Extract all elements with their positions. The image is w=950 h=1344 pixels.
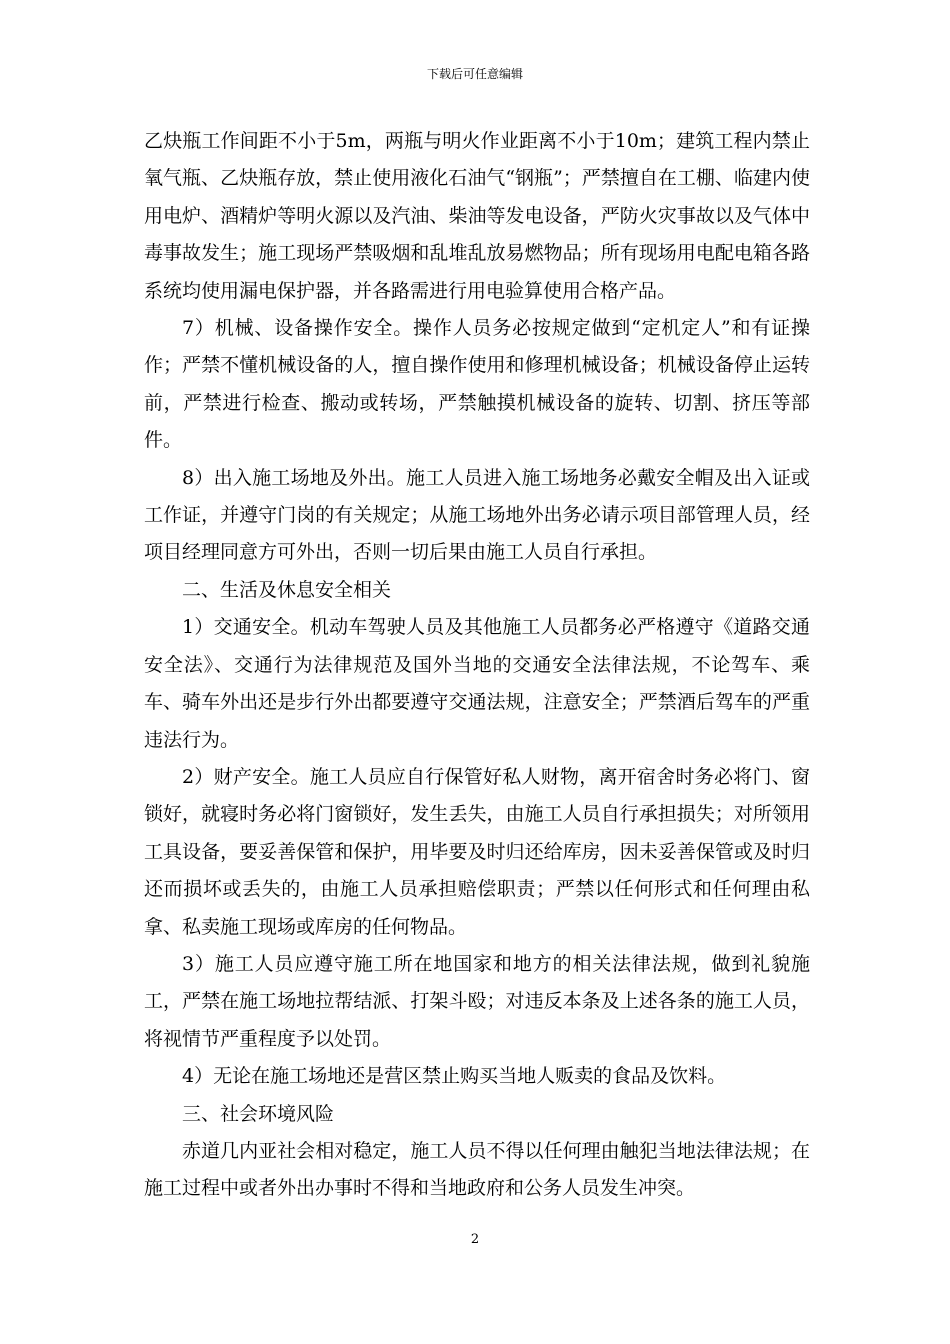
- paragraph-property-safety: 2）财产安全。施工人员应自行保管好私人财物，离开宿舍时务必将门、窗锁好，就寝时务必将门窗锁好，发生丢失，由施工人员自行承担损失；对所领用工具设备，要妥善保管和保护，用毕要及时归还给库房，因未妥善保管或及时归还而损坏或丢失的，由施工人员承担赔偿职责；严禁以任何形式和任何理由私拿、私卖施工现场或库房的任何物品。: [144, 765, 810, 938]
- paragraph-machinery-safety: 7）机械、设备操作安全。操作人员务必按规定做到“定机定人”和有证操作；严禁不懂机械设备的人，擅自操作使用和修理机械设备；机械设备停止运转前，严禁进行检查、搬动或转场，严禁触摸机械设备的旋转、切割、挤压等部件。: [144, 317, 810, 452]
- page-header: 下载后可任意编辑: [426, 67, 523, 81]
- paragraph-law-compliance: 3）施工人员应遵守施工所在地国家和地方的相关法律法规，做到礼貌施工，严禁在施工场地拉帮结派、打架斗殴；对违反本条及上述各条的施工人员，将视情节严重程度予以处罚。: [144, 952, 810, 1050]
- page-number: 2: [470, 1232, 480, 1247]
- paragraph-site-access: 8）出入施工场地及外出。施工人员进入施工场地务必戴安全帽及出入证或工作证，并遵守门岗的有关规定；从施工场地外出务必请示项目部管理人员，经项目经理同意方可外出，否则一切后果由施工人员自行承担。: [144, 466, 810, 564]
- paragraph-food-restriction: 4）无论在施工场地还是营区禁止购买当地人贩卖的食品及饮料。: [182, 1065, 727, 1088]
- section-heading-social-risk: 三、社会环境风险: [182, 1102, 335, 1125]
- section-heading-living-safety: 二、生活及休息安全相关: [182, 578, 392, 601]
- document-body: [144, 123, 810, 1208]
- paragraph-social-environment: 赤道几内亚社会相对稳定，施工人员不得以任何理由触犯当地法律法规；在施工过程中或者外出办事时不得和当地政府和公务人员发生冲突。: [144, 1139, 810, 1200]
- paragraph-continuation: 乙炔瓶工作间距不小于5m，两瓶与明火作业距离不小于10m；建筑工程内禁止氧气瓶、乙炔瓶存放，禁止使用液化石油气“钢瓶”；严禁擅自在工棚、临建内使用电炉、酒精炉等明火源以及汽油、柴油等发电设备，严防火灾事故以及气体中毒事故发生；施工现场严禁吸烟和乱堆乱放易燃物品；所有现场用电配电箱各路系统均使用漏电保护器，并各路需进行用电验算使用合格产品。: [144, 130, 810, 302]
- paragraph-traffic-safety: 1）交通安全。机动车驾驶人员及其他施工人员都务必严格遵守《道路交通安全法》、交通行为法律规范及国外当地的交通安全法律法规，不论驾车、乘车、骑车外出还是步行外出都要遵守交通法规，注意安全；严禁酒后驾车的严重违法行为。: [144, 616, 810, 751]
